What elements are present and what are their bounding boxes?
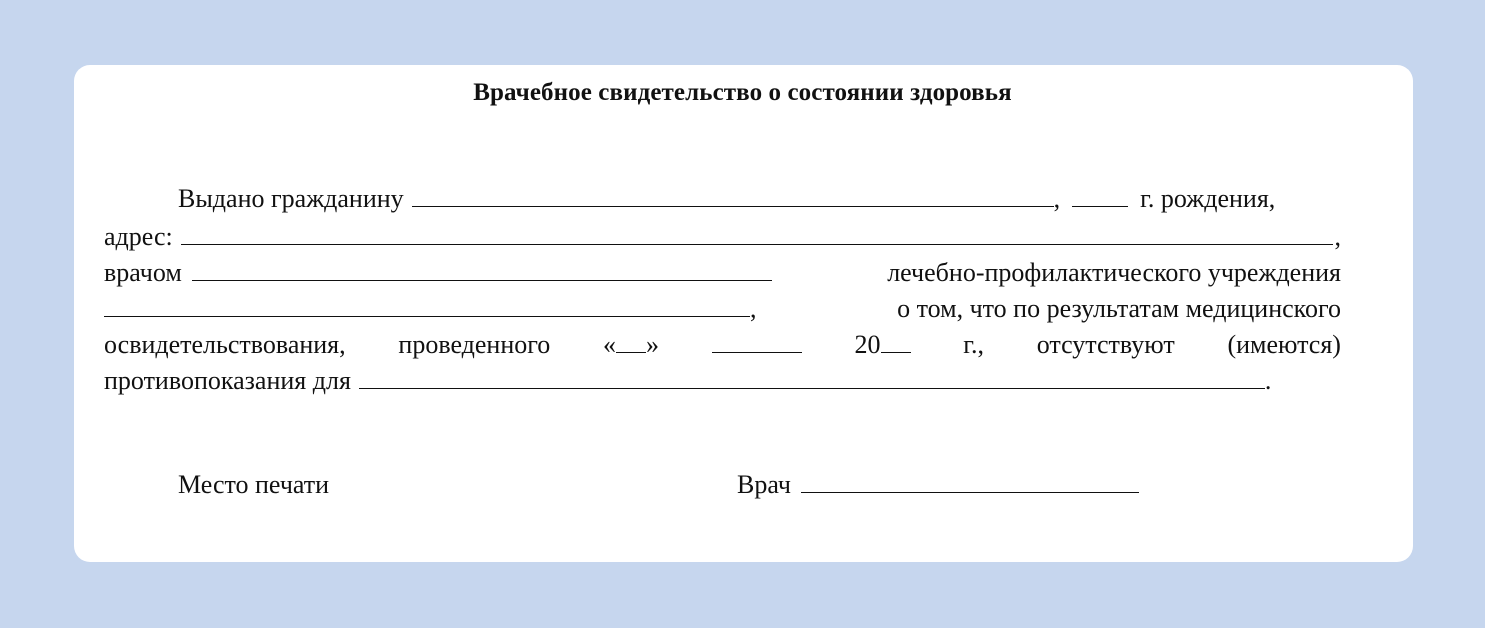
year-abbr: г.,: [963, 330, 984, 359]
line-issued-to: [104, 184, 1341, 220]
day-field[interactable]: [616, 330, 646, 353]
conducted-word: проведенного: [398, 330, 551, 359]
date-year: [855, 330, 911, 360]
contraindications-label: противопоказания для: [104, 366, 351, 395]
year-prefix: 20: [854, 330, 881, 359]
examination-word: освидетельствования,: [104, 330, 346, 359]
birth-year-label: г. рождения,: [1140, 184, 1276, 213]
quote-close: »: [646, 330, 660, 359]
comma-sep-2: ,: [750, 294, 757, 323]
citizen-name-field[interactable]: [412, 184, 1054, 207]
contraindications-end: .: [1264, 366, 1272, 395]
absent-word: отсутствуют: [1036, 330, 1175, 359]
month-field[interactable]: [712, 330, 802, 353]
document-title: Врачебное свидетельство о состоянии здоровья: [473, 79, 1012, 106]
quote-open: «: [603, 330, 617, 359]
birth-year-field[interactable]: [1072, 184, 1128, 207]
line-institution: [104, 294, 1341, 330]
date-day: [603, 330, 659, 360]
address-end: ,: [1334, 222, 1341, 251]
address-label: адрес:: [104, 222, 173, 251]
institution-label: лечебно-профилактического учреждения: [887, 258, 1341, 287]
comma-sep: ,: [1053, 184, 1061, 213]
doctor-signature-field[interactable]: [801, 470, 1139, 493]
line-contraindications: [104, 366, 1341, 402]
doctor-by-label: врачом: [104, 258, 182, 287]
doctor-label: Врач: [737, 470, 791, 499]
contraindications-field[interactable]: [359, 366, 1265, 389]
doctor-name-field[interactable]: [192, 258, 772, 281]
address-field[interactable]: [181, 222, 1333, 245]
line-address: [104, 222, 1341, 258]
year-field[interactable]: [881, 330, 911, 353]
issued-to-label: Выдано гражданину: [178, 184, 404, 213]
line-doctor: [104, 258, 1341, 294]
doctor-signature: [737, 470, 1139, 500]
line-examination: [104, 330, 1341, 366]
present-word: (имеются): [1227, 330, 1341, 359]
results-text: о том, что по результатам медицинского: [897, 294, 1341, 323]
institution-name-field[interactable]: [104, 294, 750, 317]
stamp-place: Место печати: [178, 470, 330, 499]
